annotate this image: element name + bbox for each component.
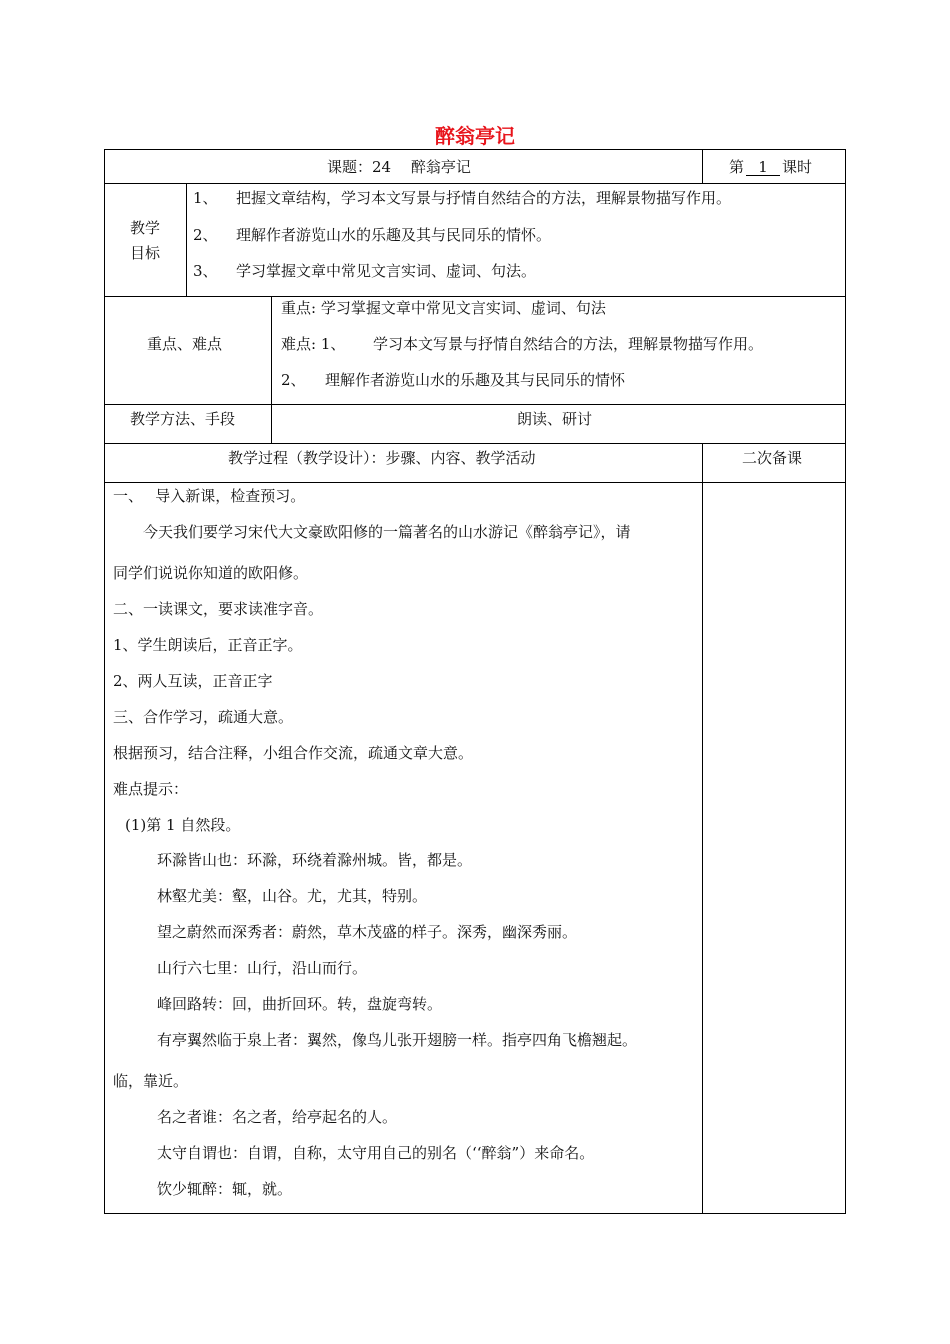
- objective-text: 理解作者游览山水的乐趣及其与民同乐的情怀。: [236, 226, 552, 244]
- row-divider: [105, 443, 845, 444]
- objective-text: 把握文章结构，学习本文写景与抒情自然结合的方法，理解景物描写作用。: [236, 189, 732, 207]
- process-line: 三、合作学习，疏通大意。: [113, 708, 294, 726]
- objective-num: 1、: [193, 189, 218, 207]
- process-line: 山行六七里：山行，沿山而行。: [157, 959, 368, 977]
- process-header: 教学过程（教学设计）：步骤、内容、教学活动: [228, 449, 536, 467]
- difficulty-prefix: 难点: 1、: [281, 335, 346, 353]
- process-line: 一、 导入新课，检查预习。: [113, 487, 306, 505]
- key-points-label: 重点、难点: [147, 335, 223, 353]
- process-line: 2、两人互读，正音正字: [113, 672, 273, 690]
- process-line: 二、一读课文，要求读准字音。: [113, 600, 324, 618]
- lesson-suffix: 课时: [782, 158, 813, 176]
- key-focus: 重点: 学习掌握文章中常见文言实词、虚词、句法: [281, 299, 606, 317]
- process-line: (1)第 1 自然段。: [125, 816, 241, 834]
- process-line: 有亭翼然临于泉上者：翼然，像鸟儿张开翅膀一样。指亭四角飞檐翘起。: [157, 1031, 638, 1049]
- difficulty-2: 理解作者游览山水的乐趣及其与民同乐的情怀: [325, 371, 626, 389]
- process-line: 峰回路转：回，曲折回环。转，盘旋弯转。: [157, 995, 443, 1013]
- objectives-label-1: 教学: [130, 219, 161, 237]
- methods-value: 朗读、研讨: [517, 410, 593, 428]
- objective-text: 学习掌握文章中常见文言实词、虚词、句法。: [236, 262, 537, 280]
- row-divider: [105, 296, 845, 297]
- process-line: 饮少辄醉：辄，就。: [157, 1180, 293, 1198]
- row-divider: [105, 183, 845, 184]
- process-line: 同学们说说你知道的欧阳修。: [113, 564, 309, 582]
- lesson-number: 1: [746, 159, 780, 176]
- lesson-count: [729, 157, 812, 177]
- process-line: 环滁皆山也：环滁，环绕着滁州城。皆，都是。: [157, 851, 473, 869]
- methods-label: 教学方法、手段: [130, 410, 236, 428]
- process-line: 难点提示：: [113, 780, 189, 798]
- col-divider: [702, 443, 703, 1214]
- process-line: 太守自谓也：自谓，自称，太守用自己的别名（‘‘醉翁”）来命名。: [157, 1144, 595, 1162]
- objectives-label-2: 目标: [130, 244, 161, 262]
- process-line: 根据预习，结合注释，小组合作交流，疏通文章大意。: [113, 744, 474, 762]
- lesson-prefix: 第: [729, 158, 745, 176]
- process-line: 名之者谁：名之者，给亭起名的人。: [157, 1108, 398, 1126]
- col-divider: [702, 150, 703, 183]
- objective-num: 3、: [193, 262, 218, 280]
- topic-label: 课题：24 醉翁亭记: [327, 158, 471, 176]
- document-title: 醉翁亭记: [435, 124, 515, 148]
- process-line: 今天我们要学习宋代大文豪欧阳修的一篇著名的山水游记《醉翁亭记》，请: [143, 523, 631, 541]
- lesson-plan-table: [104, 149, 846, 1214]
- process-line: 1、学生朗读后，正音正字。: [113, 636, 303, 654]
- difficulty-1: 学习本文写景与抒情自然结合的方法，理解景物描写作用。: [373, 335, 764, 353]
- row-divider: [105, 404, 845, 405]
- col-divider: [271, 296, 272, 443]
- process-line: 林壑尤美：壑，山谷。尤，尤其，特别。: [157, 887, 428, 905]
- row-divider: [105, 482, 845, 483]
- col-divider: [186, 183, 187, 296]
- objective-num: 2、: [193, 226, 218, 244]
- process-line: 临，靠近。: [113, 1072, 189, 1090]
- process-line: 望之蔚然而深秀者：蔚然，草木茂盛的样子。深秀，幽深秀丽。: [157, 923, 578, 941]
- difficulty-2-num: 2、: [281, 371, 306, 389]
- second-prep-header: 二次备课: [742, 449, 803, 467]
